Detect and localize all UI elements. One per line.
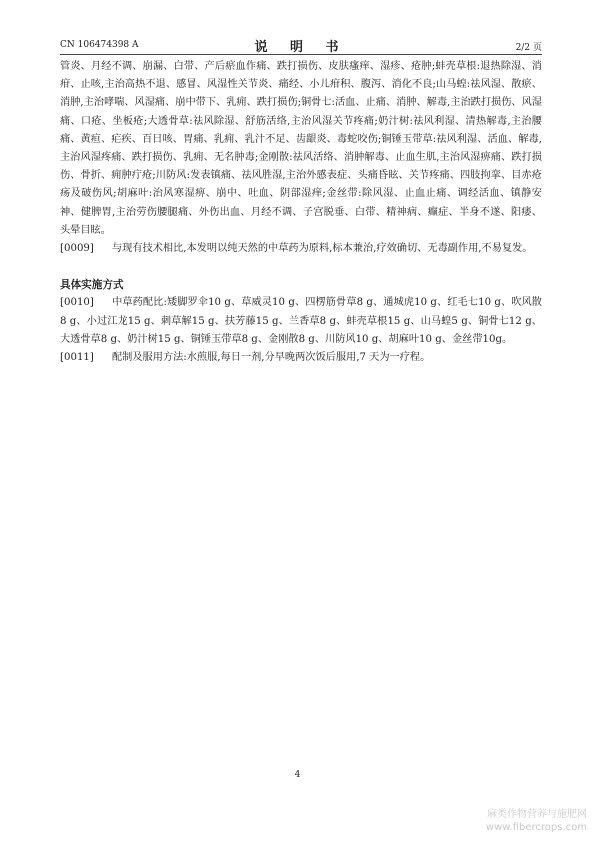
page-of-label: 2/2 页 — [515, 43, 542, 53]
document-body — [60, 58, 542, 367]
paragraph-number: [0009] — [60, 243, 94, 255]
section-heading: 具体实施方式 — [60, 279, 124, 292]
paragraph-number: [0010] — [60, 297, 94, 309]
paragraph-0009 — [60, 240, 542, 258]
page-number: 4 — [294, 770, 301, 780]
patent-number: CN 106474398 A — [60, 40, 139, 50]
paragraph-0011 — [60, 349, 542, 367]
paragraph-text: 配制及服用方法:水煎服,每日一剂,分早晚两次饭后服用,7 天为一疗程。 — [112, 352, 431, 364]
paragraph-number: [0011] — [60, 352, 94, 364]
paragraph-0010 — [60, 294, 542, 349]
paragraph-text: 中草药配比:矮脚罗伞10 g、草威灵10 g、四楞筋骨草8 g、通城虎10 g、红毛七10 g、吹风散8 g、小过江龙15 g、刺草解15 g、扶芳藤15 g、兰香草8 g、蚌壳草根15 g、山马蝗5 g、铜骨七12 g、大透骨草8 g、奶汁树15 g、铜锤玉带草8 g、金刚散8 g、川防风10 g、胡麻叶10 g、金丝带10g。 — [60, 297, 542, 345]
continuation-paragraph: 管炎、月经不调、崩漏、白带、产后瘀血作痛、跌打损伤、皮肤瘙痒、湿疹、疮肿;蚌壳草根:退热除湿、消疳、止咳,主治高热不退、感冒、风湿性关节炎、痛经、小儿疳积、腹泻、消化不良;山马蝗:祛风湿、散瘀、消肿,主治哮喘、风湿痛、崩中带下、乳痈、跌打损伤;铜骨七:活血、止痛、消肿、解毒,主治跌打损伤、风湿痛、口疮、坐板疮;大透骨草:祛风除湿、舒筋活络,主治风湿关节疼痛;奶汁树:祛风利湿、清热解毒,主治腰痛、黄疸、疟疾、百日咳、胃痛、乳痈、乳汁不足、齿龈炎、毒蛇咬伤;铜锤玉带草:祛风利湿、活血、解毒,主治风湿疼痛、跌打损伤、乳痈、无名肿毒;金刚散:祛风活络、消肿解毒、止血生肌,主治风湿痹痛、跌打损伤、骨折、痈肿疔疮;川防风:发表镇痛、祛风胜湿,主治外感表症、头痛昏眩、关节疼痛、四肢拘挛、目赤疮疡及破伤风;胡麻叶:治风寒湿痹、崩中、吐血、阴部湿痒;金丝带:除风湿、止血止痛、调经活血、镇静安神、健脾胃,主治劳伤腰腿痛、外伤出血、月经不调、子宫脱垂、白带、精神病、癫症、半身不遂、阳痿、头晕目眩。 — [60, 61, 542, 236]
site-watermark — [486, 808, 587, 834]
page-header — [60, 36, 542, 55]
paragraph-text: 与现有技术相比,本发明以纯天然的中草药为原料,标本兼治,疗效确切、无毒副作用,不易复发。 — [112, 243, 533, 255]
document-title: 说 明 书 — [254, 40, 348, 55]
watermark-site-name: 麻类作物营养与施肥网 — [487, 809, 587, 820]
watermark-url: www.fibercrops.com — [485, 822, 587, 833]
header-divider — [60, 54, 542, 55]
